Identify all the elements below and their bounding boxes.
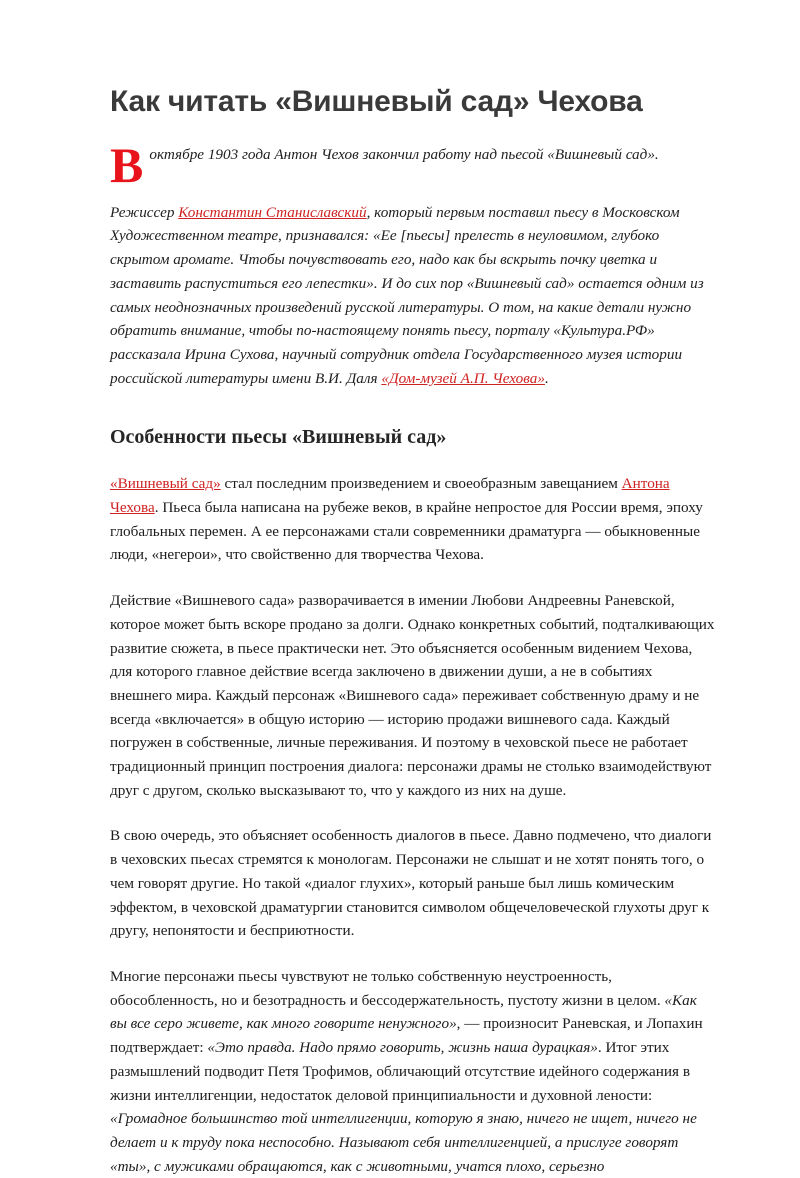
body-paragraph-4	[110, 965, 715, 1178]
intro-segment-2: , который первым поставил пьесу в Московском Художественном театре, признавался: «Ее [пьесы] прелесть в неуловимом, глубоко скрытом аромате. Чтобы почувствовать его, надо как бы вскрыть почку цветка и заставить распуститься его лепестки». И до сих пор «Вишневый сад» остается одним из самых неоднозначных произведений русской литературы. О том, на какие детали нужно обратить внимание, чтобы по-настоящему понять пьесу, порталу «Культура.РФ» рассказала Ирина Сухова, научный сотрудник отдела Государственного музея истории российской литературы имени В.И. Даля	[110, 203, 704, 387]
body-paragraph-3: В свою очередь, это объясняет особенность диалогов в пьесе. Давно подмечено, что диалоги в чеховских пьесах стремятся к монологам. Персонажи не слышат и не хотят понять того, о чем говорят другие. Но такой «диалог глухих», который раньше был лишь комическим эффектом, в чеховской драматургии становится символом общечеловеческой глухоты друг к другу, непонятости и бесприютности.	[110, 827, 712, 940]
final-segment-2: , — произносит Раневская, и Лопахин подтверждает:	[110, 1015, 703, 1057]
section-heading: Особенности пьесы «Вишневый сад»	[110, 426, 447, 449]
link-konstantin-stanislavsky[interactable]: Константин Станиславский	[178, 203, 367, 221]
link-chekhov-house-museum[interactable]: «Дом-музей А.П. Чехова»	[381, 369, 545, 387]
final-segment-3: . Итог этих размышлений подводит Петя Трофимов, обличающий отсутствие идейного содержания в жизни интеллигенции, недостаток деловой принципиальности и духовной лености:	[110, 1039, 690, 1104]
final-segment-1: Многие персонажи пьесы чувствуют не только собственную неустроенность, обособленность, но и безотрадность и бессодержательность, пустоту жизни в целом.	[110, 967, 665, 1009]
link-anton-chekhov[interactable]: Антона Чехова	[110, 475, 670, 517]
paragraph-1-segment-2: . Пьеса была написана на рубеже веков, в крайне непростое для России время, эпоху глобальных перемен. А ее персонажами стали современники драматурга — обыкновенные люди, «негерои», что свойственно для творчества Чехова.	[110, 499, 703, 564]
body-paragraph-1	[110, 472, 715, 567]
page-title: Как читать «Вишневый сад» Чехова	[110, 85, 643, 118]
quote-ranevskaya: «Как вы все серо живете, как много говорите ненужного»	[110, 991, 697, 1033]
intro-segment-3: .	[544, 369, 549, 387]
body-paragraph-2: Действие «Вишневого сада» разворачивается в имении Любови Андреевны Раневской, которое может быть вскоре продано за долги. Однако конкретных событий, подталкивающих развитие сюжета, в пьесе практически нет. Это объясняется особенным видением Чехова, для которого главное действие всегда заключено в движении души, а не в событиях внешнего мира. Каждый персонаж «Вишневого сада» переживает собственную драму и не всегда «включается» в общую историю — историю продажи вишневого сада. Каждый погружен в собственные, личные переживания. И поэтому в чеховской пьесе не работает традиционный принцип построения диалога: персонажи драмы не столько взаимодействуют друг с другом, сколько высказывают то, что у каждого из них на душе.	[110, 592, 715, 799]
paragraph-1-segment-1: стал последним произведением и своеобразным завещанием	[220, 475, 622, 493]
intro-paragraph	[110, 137, 715, 193]
intro-segment-1: Режиссер	[110, 203, 179, 221]
drop-cap: В	[110, 137, 144, 193]
intro-lead-text: октябре 1903 года Антон Чехов закончил работу над пьесой «Вишневый сад».	[149, 146, 659, 163]
intro-attribution-paragraph	[110, 201, 715, 391]
quote-lopakhin: «Это правда. Надо прямо говорить, жизнь наша дурацкая»	[207, 1039, 598, 1057]
quote-trofimov: «Громадное большинство той интеллигенции, которую я знаю, ничего не ищет, ничего не делает и к труду пока неспособно. Называют себя интеллигенцией, а прислуге говорят «ты», с мужиками обращаются, как с животными, учатся плохо, серьезно	[110, 1110, 697, 1175]
link-cherry-orchard[interactable]: «Вишневый сад»	[110, 475, 221, 493]
